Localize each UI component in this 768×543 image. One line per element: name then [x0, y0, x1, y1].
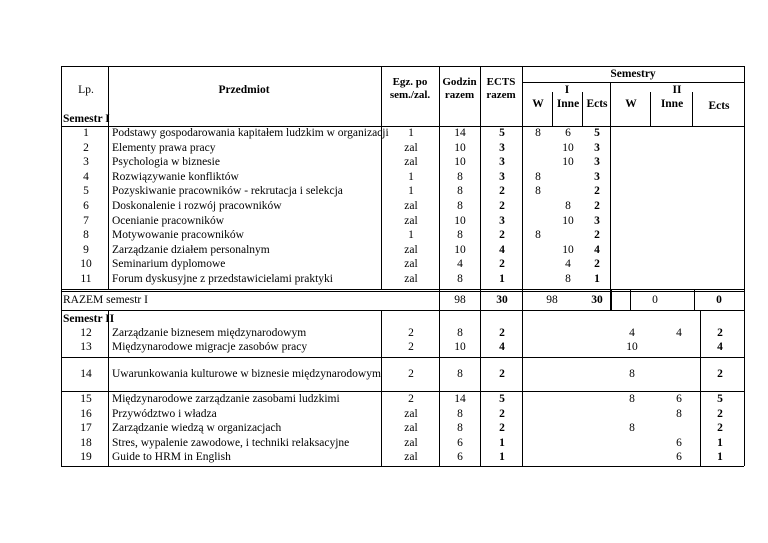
razem-sem2-ects: 0 — [716, 294, 722, 306]
row-sem2-ects: 2 — [717, 327, 723, 339]
grid-line — [61, 126, 62, 290]
grid-line — [611, 290, 612, 310]
row-godzin: 8 — [457, 327, 463, 339]
row-egz: zal — [404, 141, 418, 154]
row-egz: zal — [404, 243, 418, 256]
grid-line — [692, 92, 693, 126]
row-sem1-w: 8 — [535, 170, 541, 183]
col-header-ects1: Ects — [586, 98, 608, 110]
row-subject: Stres, wypalenie zawodowe, i techniki relaksacyjne — [112, 436, 350, 449]
row-sem2-inne: 6 — [676, 393, 682, 405]
row-ects: 3 — [499, 170, 505, 183]
row-ects: 3 — [499, 214, 505, 227]
row-subject: Guide to HRM in English — [112, 451, 231, 464]
row-sem1-inne: 4 — [565, 258, 571, 271]
row-lp: 6 — [83, 200, 89, 212]
row-lp: 14 — [80, 368, 92, 380]
row-sem1-inne: 10 — [562, 141, 574, 154]
grid-line — [522, 290, 523, 310]
col-header-semestry: Semestry — [610, 68, 656, 80]
table-bottom-border — [61, 466, 744, 467]
grid-line — [744, 310, 745, 466]
razem-ects: 30 — [496, 294, 508, 306]
row-egz: zal — [404, 436, 418, 449]
row-sem1-inne: 10 — [562, 214, 574, 227]
col-header-w2: W — [625, 98, 637, 110]
row-lp: 7 — [83, 214, 89, 227]
row-sem1-inne: 10 — [562, 243, 574, 256]
row-ects: 2 — [499, 185, 505, 198]
col-header-przedmiot: Przedmiot — [218, 84, 270, 96]
col-header-sem2: II — [672, 84, 682, 96]
row-sem1-w: 8 — [535, 229, 541, 242]
row-subject: Pozyskiwanie pracowników - rekrutacja i selekcja — [112, 185, 343, 198]
row-egz: zal — [404, 273, 418, 285]
grid-line — [552, 92, 553, 126]
row-subject: Zarządzanie wiedzą w organizacjach — [112, 422, 282, 435]
row-egz: 1 — [408, 127, 414, 139]
row-egz: zal — [404, 214, 418, 227]
row-lp: 17 — [80, 422, 92, 435]
row-egz: 2 — [408, 368, 414, 380]
semestry-divider — [522, 82, 744, 83]
grid-line — [630, 290, 631, 310]
row-godzin: 8 — [457, 368, 463, 380]
row-lp: 2 — [83, 141, 89, 154]
row-sem2-ects: 1 — [717, 451, 723, 464]
row-godzin: 10 — [454, 156, 466, 169]
grid-line — [108, 310, 109, 466]
row-egz: 2 — [408, 327, 414, 339]
row-godzin: 6 — [457, 436, 463, 449]
row-sem2-ects: 5 — [717, 393, 723, 405]
row-sem2-w: 10 — [626, 341, 638, 353]
grid-line — [480, 126, 481, 290]
row-sem1-ects: 4 — [594, 243, 600, 256]
row-lp: 11 — [80, 273, 92, 285]
row-egz: 1 — [408, 170, 414, 183]
row-sem2-inne: 8 — [676, 407, 682, 420]
row-lp: 12 — [80, 327, 92, 339]
col-header-lp: Lp. — [78, 84, 94, 96]
grid-line — [439, 310, 440, 466]
grid-line — [381, 310, 382, 466]
col-header-ects2: Ects — [708, 100, 730, 112]
row-sem1-ects: 1 — [594, 273, 600, 285]
row-godzin: 8 — [457, 407, 463, 420]
row-sem1-ects: 2 — [594, 185, 600, 198]
row-godzin: 10 — [454, 243, 466, 256]
row-sem1-inne: 10 — [562, 156, 574, 169]
row-subject: Forum dyskusyjne z przedstawicielami praktyki — [112, 273, 334, 285]
grid-line — [610, 126, 611, 290]
row-ects: 1 — [499, 451, 505, 464]
grid-line — [439, 126, 440, 290]
row-ects: 5 — [499, 393, 505, 405]
row-sem1-ects: 2 — [594, 258, 600, 271]
grid-line — [61, 310, 62, 466]
row-ects: 4 — [499, 243, 505, 256]
grid-line — [582, 92, 583, 126]
row-egz: zal — [404, 451, 418, 464]
grid-line — [480, 66, 481, 126]
razem-sem1-ects: 30 — [591, 294, 603, 306]
grid-line — [522, 310, 523, 466]
col-header-inne2: Inne — [660, 98, 684, 110]
row-godzin: 8 — [457, 200, 463, 212]
header-top-border — [61, 66, 744, 67]
col-header-sem1: I — [564, 84, 570, 96]
row-egz: 1 — [408, 185, 414, 198]
grid-line — [108, 126, 109, 290]
row-subject: Międzynarodowe migracje zasobów pracy — [112, 341, 308, 353]
row-ects: 2 — [499, 200, 505, 212]
row-egz: 1 — [408, 229, 414, 242]
row-sem2-inne: 4 — [676, 327, 682, 339]
row-godzin: 14 — [454, 393, 466, 405]
row-ects: 3 — [499, 141, 505, 154]
row-sem2-w: 8 — [629, 422, 635, 435]
row-ects: 2 — [499, 407, 505, 420]
row-sem1-ects: 3 — [594, 156, 600, 169]
row-ects: 1 — [499, 436, 505, 449]
razem-top-border-2 — [61, 291, 744, 292]
grid-line — [480, 310, 481, 466]
row-sem1-ects: 2 — [594, 200, 600, 212]
row-lp: 9 — [83, 243, 89, 256]
grid-line — [650, 92, 651, 126]
razem-bottom-border — [61, 310, 744, 311]
row-lp: 15 — [80, 393, 92, 405]
row-lp: 16 — [80, 407, 92, 420]
row-godzin: 8 — [457, 422, 463, 435]
row-godzin: 10 — [454, 341, 466, 353]
row-ects: 1 — [499, 273, 505, 285]
row-ects: 3 — [499, 156, 505, 169]
row-sem2-ects: 2 — [717, 407, 723, 420]
razem-top-border — [61, 289, 744, 290]
row-godzin: 10 — [454, 214, 466, 227]
row-sem1-ects: 3 — [594, 170, 600, 183]
row-sem1-ects: 3 — [594, 141, 600, 154]
row-lp: 19 — [80, 451, 92, 464]
row-sem1-inne: 8 — [565, 273, 571, 285]
row-egz: zal — [404, 422, 418, 435]
row-egz: zal — [404, 407, 418, 420]
row-subject: Elementy prawa pracy — [112, 141, 216, 154]
col-header-inne1: Inne — [556, 98, 580, 110]
row-egz: zal — [404, 200, 418, 212]
row-godzin: 8 — [457, 185, 463, 198]
row-sem1-w: 8 — [535, 127, 541, 139]
row-sem2-ects: 4 — [717, 341, 723, 353]
row-subject: Przywództwo i władza — [112, 407, 217, 420]
row-sem2-w: 8 — [629, 368, 635, 380]
row-subject: Podstawy gospodarowania kapitałem ludzkim w organizacji — [112, 127, 389, 139]
row-egz: zal — [404, 156, 418, 169]
grid-line — [744, 126, 745, 290]
row-egz: zal — [404, 258, 418, 271]
grid-line — [744, 66, 745, 126]
row-subject: Ocenianie pracowników — [112, 214, 225, 227]
col-header-egz: Egz. po sem./zal. — [389, 76, 431, 101]
row-lp: 10 — [80, 258, 92, 271]
grid-line — [381, 66, 382, 126]
row-lp: 1 — [83, 127, 89, 139]
row-subject: Uwarunkowania kulturowe w biznesie międzynarodowym — [112, 368, 381, 380]
razem-godzin: 98 — [454, 294, 466, 306]
row-ects: 5 — [499, 127, 505, 139]
grid-line — [381, 126, 382, 290]
row-lp: 4 — [83, 170, 89, 183]
row-sem1-ects: 5 — [594, 127, 600, 139]
grid-line — [694, 290, 695, 310]
col-header-ects: ECTS razem — [486, 76, 516, 101]
grid-line — [439, 66, 440, 126]
row-sem2-ects: 2 — [717, 422, 723, 435]
grid-line — [61, 290, 62, 310]
row-godzin: 14 — [454, 127, 466, 139]
row-subject: Psychologia w biznesie — [112, 156, 220, 169]
row-lp: 13 — [80, 341, 92, 353]
semester-ii-title: Semestr II — [63, 313, 115, 325]
row-subject: Seminarium dyplomowe — [112, 258, 226, 271]
grid-line — [610, 82, 611, 126]
row-lp: 5 — [83, 185, 89, 198]
row-sem1-ects: 2 — [594, 229, 600, 242]
grid-line — [700, 310, 701, 466]
row-lp: 18 — [80, 436, 92, 449]
row-subject: Rozwiązywanie konfliktów — [112, 170, 239, 183]
grid-line — [61, 66, 62, 126]
col-header-godzin: Godzin razem — [442, 76, 477, 101]
razem-sem2-hours: 0 — [652, 294, 658, 306]
row-egz: 2 — [408, 393, 414, 405]
row-subject: Motywowanie pracowników — [112, 229, 244, 242]
row-ects: 2 — [499, 368, 505, 380]
row-lp: 8 — [83, 229, 89, 242]
row-subject: Międzynarodowe zarządzanie zasobami ludzkimi — [112, 393, 340, 405]
row-ects: 2 — [499, 229, 505, 242]
row-divider — [61, 391, 744, 392]
row-subject: Doskonalenie i rozwój pracowników — [112, 200, 282, 212]
row-godzin: 8 — [457, 170, 463, 183]
row-sem2-inne: 6 — [676, 451, 682, 464]
col-header-w1: W — [532, 98, 544, 110]
row-ects: 2 — [499, 258, 505, 271]
grid-line — [522, 66, 523, 126]
row-godzin: 8 — [457, 273, 463, 285]
row-sem2-inne: 6 — [676, 436, 682, 449]
row-sem2-w: 8 — [629, 393, 635, 405]
grid-line — [522, 126, 523, 290]
row-sem1-inne: 8 — [565, 200, 571, 212]
row-godzin: 8 — [457, 229, 463, 242]
row-sem1-w: 8 — [535, 185, 541, 198]
row-godzin: 6 — [457, 451, 463, 464]
row-sem1-ects: 3 — [594, 214, 600, 227]
grid-line — [439, 290, 440, 310]
row-sem1-inne: 6 — [565, 127, 571, 139]
row-ects: 2 — [499, 327, 505, 339]
row-ects: 2 — [499, 422, 505, 435]
row-subject: Zarządzanie działem personalnym — [112, 243, 270, 256]
razem-label: RAZEM semestr I — [63, 294, 148, 306]
row-subject: Zarządzanie biznesem międzynarodowym — [112, 327, 307, 339]
row-ects: 4 — [499, 341, 505, 353]
row-sem2-ects: 2 — [717, 368, 723, 380]
row-divider — [61, 357, 744, 358]
grid-line — [480, 290, 481, 310]
razem-sem1-hours: 98 — [546, 294, 558, 306]
grid-line — [744, 290, 745, 310]
row-sem2-w: 4 — [629, 327, 635, 339]
row-sem2-ects: 1 — [717, 436, 723, 449]
row-godzin: 10 — [454, 141, 466, 154]
row-godzin: 4 — [457, 258, 463, 271]
semester-i-title: Semestr I — [63, 113, 110, 125]
row-lp: 3 — [83, 156, 89, 169]
row-egz: 2 — [408, 341, 414, 353]
